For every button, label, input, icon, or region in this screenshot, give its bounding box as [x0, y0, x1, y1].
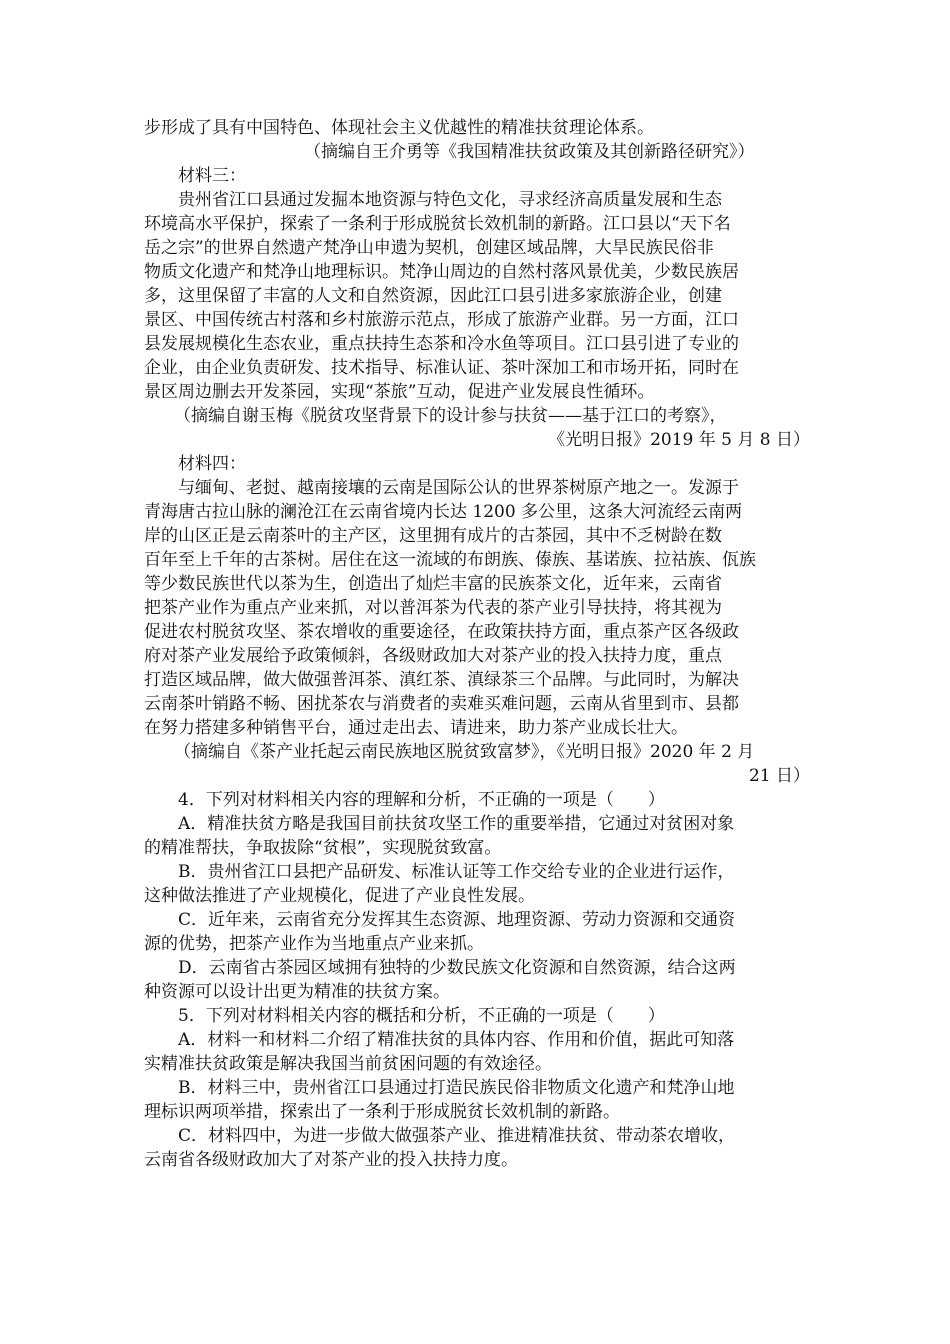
paragraph-line: 企业，由企业负责研发、技术指导、标准认证、茶叶深加工和市场开拓，同时在: [144, 358, 739, 378]
intro-source: （摘编自王介勇等《我国精准扶贫政策及其创新路径研究》）: [304, 142, 755, 162]
paragraph-line: 物质文化遗产和梵净山地理标识。梵净山周边的自然村落风景优美，少数民族居: [144, 262, 739, 282]
material3-label: 材料三：: [178, 166, 246, 186]
question-stem: 4．下列对材料相关内容的理解和分析，不正确的一项是（ ）: [178, 790, 665, 810]
material3-source-cont: 《光明日报》2019 年 5 月 8 日）: [548, 430, 810, 450]
material4-label: 材料四：: [178, 454, 246, 474]
option-a-cont: 的精准帮扶，争取拔除“贫根”，实现脱贫致富。: [144, 838, 502, 858]
intro-line: 步形成了具有中国特色、体现社会主义优越性的精准扶贫理论体系。: [144, 118, 654, 138]
option-b: B．贵州省江口县把产品研发、标准认证等工作交给专业的企业进行运作，: [178, 862, 735, 882]
option-a: A．材料一和材料二介绍了精准扶贫的具体内容、作用和价值，据此可知落: [178, 1030, 735, 1050]
paragraph-line: 景区周边删去开发茶园，实现“茶旅”互动，促进产业发展良性循环。: [144, 382, 655, 402]
material4-source: （摘编自《茶产业托起云南民族地区脱贫致富梦》，《光明日报》2020 年 2 月: [174, 742, 755, 762]
option-a-cont: 实精准扶贫政策是解决我国当前贫困问题的有效途径。: [144, 1054, 552, 1074]
material4-source-cont: 21 日）: [748, 766, 810, 786]
option-b-cont: 理标识两项举措，探索出了一条利于形成脱贫长效机制的新路。: [144, 1102, 620, 1122]
option-c: C．材料四中，为进一步做大做强茶产业、推进精准扶贫、带动茶农增收，: [178, 1126, 736, 1146]
option-b-cont: 这种做法推进了产业规模化，促进了产业良性发展。: [144, 886, 535, 906]
paragraph-line: 景区、中国传统古村落和乡村旅游示范点，形成了旅游产业群。另一方面，江口: [144, 310, 739, 330]
question-5: [144, 1004, 810, 1172]
option-d: D．云南省古茶园区域拥有独特的少数民族文化资源和自然资源，结合这两: [178, 958, 736, 978]
paragraph-line: 与缅甸、老挝、越南接壤的云南是国际公认的世界茶树原产地之一。发源于: [178, 478, 739, 498]
paragraph-line: 岸的山区正是云南茶叶的主产区，这里拥有成片的古茶园，其中不乏树龄在数: [144, 526, 722, 546]
paragraph-line: 百年至上千年的古茶树。居住在这一流域的布朗族、傣族、基诺族、拉祜族、佤族: [144, 550, 756, 570]
paragraph-line: 多，这里保留了丰富的人文和自然资源，因此江口县引进多家旅游企业，创建: [144, 286, 722, 306]
paragraph-line: 府对茶产业发展给予政策倾斜，各级财政加大对茶产业的投入扶持力度，重点: [144, 646, 722, 666]
paragraph-line: 促进农村脱贫攻坚、茶农增收的重要途径，在政策扶持方面，重点茶产区各级政: [144, 622, 739, 642]
material3-body: [144, 188, 810, 404]
question-stem: 5．下列对材料相关内容的概括和分析，不正确的一项是（ ）: [178, 1006, 665, 1026]
paragraph-line: 等少数民族世代以茶为生，创造出了灿烂丰富的民族茶文化，近年来，云南省: [144, 574, 722, 594]
option-b: B．材料三中，贵州省江口县通过打造民族民俗非物质文化遗产和梵净山地: [178, 1078, 735, 1098]
material4-body: [144, 476, 810, 740]
paragraph-line: 打造区域品牌，做大做强普洱茶、滇红茶、滇绿茶三个品牌。与此同时，为解决: [144, 670, 739, 690]
paragraph-line: 云南茶叶销路不畅、困扰茶农与消费者的卖难买难问题，云南从省里到市、县都: [144, 694, 739, 714]
paragraph-line: 把茶产业作为重点产业来抓，对以普洱茶为代表的茶产业引导扶持，将其视为: [144, 598, 722, 618]
option-c-cont: 云南省各级财政加大了对茶产业的投入扶持力度。: [144, 1150, 518, 1170]
option-a: A．精准扶贫方略是我国目前扶贫攻坚工作的重要举措，它通过对贫困对象: [178, 814, 735, 834]
option-d-cont: 种资源可以设计出更为精准的扶贫方案。: [144, 982, 450, 1002]
question-4: [144, 788, 810, 1004]
paragraph-line: 贵州省江口县通过发掘本地资源与特色文化，寻求经济高质量发展和生态: [178, 190, 722, 210]
document-page: [144, 116, 810, 1172]
paragraph-line: 环境高水平保护，探索了一条利于形成脱贫长效机制的新路。江口县以“天下名: [144, 214, 731, 234]
paragraph-line: 岳之宗”的世界自然遗产梵净山申遗为契机，创建区域品牌，大旱民族民俗非: [144, 238, 714, 258]
material3-source: （摘编自谢玉梅《脱贫攻坚背景下的设计参与扶贫——基于江口的考察》，: [174, 406, 727, 426]
paragraph-line: 青海唐古拉山脉的澜沧江在云南省境内长达 1200 多公里，这条大河流经云南两: [144, 502, 743, 522]
paragraph-line: 在努力搭建多种销售平台，通过走出去、请进来，助力茶产业成长壮大。: [144, 718, 688, 738]
paragraph-line: 县发展规模化生态农业，重点扶持生态茶和冷水鱼等项目。江口县引进了专业的: [144, 334, 739, 354]
option-c-cont: 源的优势，把茶产业作为当地重点产业来抓。: [144, 934, 484, 954]
option-c: C．近年来，云南省充分发挥其生态资源、地理资源、劳动力资源和交通资: [178, 910, 736, 930]
